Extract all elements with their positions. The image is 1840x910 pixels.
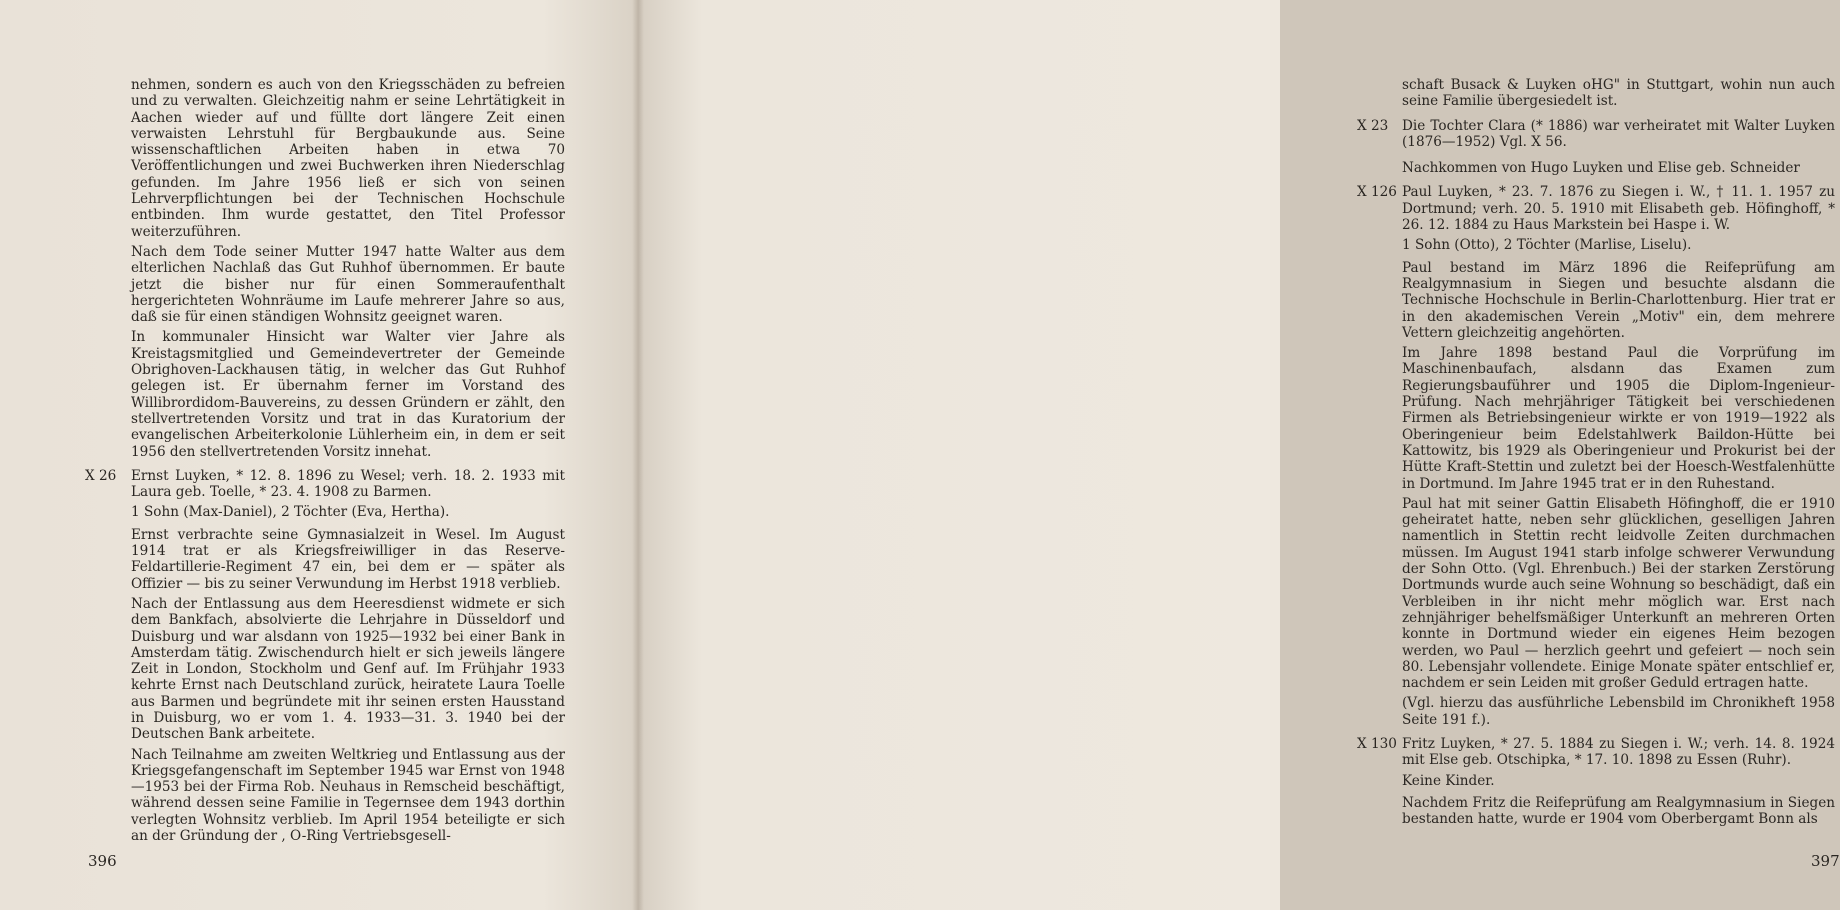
entry-children: 1 Sohn (Otto), 2 Töchter (Marlise, Liselu).: [1402, 237, 1692, 254]
left-page: [0, 0, 638, 910]
paragraph: nehmen, sondern es auch von den Kriegsschäden zu befreien und zu verwalten. Gleichzeitig nahm er seine Lehrtätigkeit in Aachen wieder auf und füllte dort längere Zeit einen verwaisten Lehrstuhl für Bergbaukunde aus. Seine wissenschaftlichen Arbeiten haben in etwa 70 Veröffentlichungen und zwei Buchwerken ihren Niederschlag gefunden. Im Jahre 1956 ließ er sich von seinen Lehrverpflichtungen bei der Technischen Hochschule entbinden. Ihm wurde gestattet, den Titel Professor weiterzuführen.: [131, 77, 565, 240]
entry-text: Die Tochter Clara (* 1886) war verheiratet mit Walter Luyken (1876—1952) Vgl. X 56.: [1402, 117, 1835, 150]
paragraph: Nach der Entlassung aus dem Heeresdienst widmete er sich dem Bankfach, absolvierte die Lehrjahre in Düsseldorf und Duisburg und war alsdann von 1925—1932 bei einer Bank in Amsterdam tätig. Zwischendurch hielt er sich jeweils längere Zeit in London, Stockholm und Genf auf. Im Frühjahr 1933 kehrte Ernst nach Deutschland zurück, heiratete Laura Toelle aus Barmen und begründete mit ihr seinen ersten Hausstand in Duisburg, wo er vom 1. 4. 1933—31. 3. 1940 bei der Deutschen Bank arbeitete.: [131, 595, 565, 743]
entry-x23: [1357, 117, 1835, 151]
entry-header: Paul Luyken, * 23. 7. 1876 zu Siegen i. W., † 11. 1. 1957 zu Dortmund; verh. 20. 5. 1910 mit Elisabeth geb. Höfinghoff, * 26. 12. 1884 zu Haus Markstein bei Haspe i. W.: [1402, 184, 1835, 234]
page-number-right: 397: [1811, 852, 1840, 870]
paragraph: Im Jahre 1898 bestand Paul die Vorprüfung im Maschinenbaufach, alsdann das Examen zum Regierungsbauführer und 1905 die Diplom-Ingenieur-Prüfung. Nach mehrjähriger Tätigkeit bei verschiedenen Firmen als Betriebsingenieur wirkte er von 1919—1922 als Oberingenieur beim Edelstahlwerk Baildon-Hütte bei Kattowitz, bis 1929 als Oberingenieur und Prokurist bei der Hütte Kraft-Stettin und zuletzt bei der Hoesch-Westfalenhütte in Dortmund. Im Jahre 1945 trat er in den Ruhestand.: [1402, 345, 1835, 492]
entry-header: Fritz Luyken, * 27. 5. 1884 zu Siegen i. W.; verh. 14. 8. 1924 mit Else geb. Otschipka, * 17. 10. 1898 zu Essen (Ruhr).: [1402, 735, 1835, 769]
paragraph: In kommunaler Hinsicht war Walter vier Jahre als Kreistagsmitglied und Gemeindevertreter der Gemeinde Obrighoven-Lackhausen tätig, in welcher das Gut Ruhhof gelegen ist. Er übernahm ferner im Vorstand des Willibrordidom-Bauvereins, zu dessen Gründern er zählt, den stellvertretenden Vorsitz und trat in das Kuratorium der evangelischen Arbeiterkolonie Lühlerheim ein, in dem er seit 1956 den stellvertretenden Vorsitz innehat.: [131, 329, 565, 460]
page-number-left: 396: [88, 852, 117, 870]
section-heading: Nachkommen von Hugo Luyken und Elise geb. Schneider: [1402, 160, 1800, 177]
left-page-text: [85, 77, 565, 848]
entry-children: 1 Sohn (Max-Daniel), 2 Töchter (Eva, Hertha).: [131, 504, 450, 521]
entry-tag: X 126: [1357, 184, 1397, 201]
entry-x26: [85, 467, 565, 845]
entry-header: Ernst Luyken, * 12. 8. 1896 zu Wesel; verh. 18. 2. 1933 mit Laura geb. Toelle, * 23. 4. 1908 zu Barmen.: [131, 467, 565, 501]
entry-x126: [1357, 184, 1835, 728]
entry-x130: [1357, 735, 1835, 828]
paragraph: Nach dem Tode seiner Mutter 1947 hatte Walter aus dem elterlichen Nachlaß das Gut Ruhhof übernommen. Er baute jetzt die bisher nur für einen Sommeraufenthalt hergerichteten Wohnräume im Laufe mehrerer Jahre so aus, daß sie für einen ständigen Wohnsitz geeignet waren.: [131, 243, 565, 326]
right-page-text: [1357, 77, 1835, 831]
entry-tag: X 26: [85, 467, 117, 484]
paragraph: schaft Busack & Luyken oHG" in Stuttgart, wohin nun auch seine Familie übergesiedelt ist.: [1402, 77, 1835, 110]
paragraph: (Vgl. hierzu das ausführliche Lebensbild im Chronikheft 1958 Seite 191 f.).: [1402, 695, 1835, 728]
paragraph: Nachdem Fritz die Reifeprüfung am Realgymnasium in Siegen bestanden hatte, wurde er 1904 vom Oberbergamt Bonn als: [1402, 794, 1835, 828]
right-page: [638, 0, 1840, 910]
book-gutter: [632, 0, 644, 910]
paragraph: Paul bestand im März 1896 die Reifeprüfung am Realgymnasium in Siegen und besuchte alsdann die Technische Hochschule in Berlin-Charlottenburg. Hier trat er in den akademischen Verein „Motiv" ein, dem mehrere Vettern gleichzeitig angehörten.: [1402, 259, 1835, 341]
entry-tag: X 130: [1357, 735, 1397, 752]
entry-children: Keine Kinder.: [1402, 772, 1495, 789]
entry-tag: X 23: [1357, 117, 1389, 134]
paragraph: Ernst verbrachte seine Gymnasialzeit in Wesel. Im August 1914 trat er als Kriegsfreiwilliger in das Reserve-Feldartillerie-Regiment 47 ein, bei dem er — später als Offizier — bis zu seiner Verwundung im Herbst 1918 verblieb.: [131, 526, 565, 592]
paragraph: Paul hat mit seiner Gattin Elisabeth Höfinghoff, die er 1910 geheiratet hatte, neben sehr glücklichen, geselligen Jahren namentlich in Stettin recht leidvolle Zeiten durchmachen müssen. Im August 1941 starb infolge schwerer Verwundung der Sohn Otto. (Vgl. Ehrenbuch.) Bei der starken Zerstörung Dortmunds wurde auch seine Wohnung so beschädigt, daß ein Verbleiben in ihr nicht mehr möglich war. Erst nach zehnjähriger behelfsmäßiger Unterkunft an mehreren Orten konnte in Dortmund wieder ein eigenes Heim bezogen werden, wo Paul — herzlich geehrt und gefeiert — noch sein 80. Lebensjahr vollendete. Einige Monate später entschlief er, nachdem er sein Leiden mit großer Geduld ertragen hatte.: [1402, 495, 1835, 692]
paragraph: Nach Teilnahme am zweiten Weltkrieg und Entlassung aus der Kriegsgefangenschaft im September 1945 war Ernst von 1948—1953 bei der Firma Rob. Neuhaus in Remscheid beschäftigt, während dessen seine Familie in Tegernsee dem 1943 dorthin verlegten Wohnsitz verblieb. Im April 1954 beteiligte er sich an der Gründung der , O-Ring Vertriebsgesell-: [131, 746, 565, 845]
